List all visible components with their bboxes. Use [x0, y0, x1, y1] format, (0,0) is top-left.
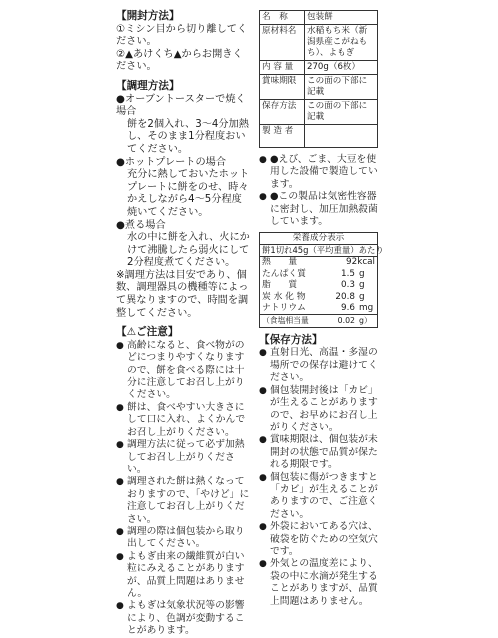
nutrition-row: [260, 269, 377, 280]
storage-item: ● 外袋においてある穴は、破袋を防ぐための空気穴です。: [259, 521, 378, 558]
caution-title: 【⚠ご注意】: [116, 326, 179, 339]
storage-item: ● 個包装に傷がつきますと「カビ」が生えることがありますので、ご注意ください。: [259, 472, 378, 522]
spec-key: 原材料名: [260, 25, 305, 61]
spec-row: [260, 125, 378, 148]
nutrient-value: 20.8: [335, 291, 355, 302]
nutrient-unit: mg: [359, 303, 374, 314]
caution-item: ● 高齢になると、食べ物がのどにつまりやすくなりますので、餅を食べる際には十分に注意してお召し上がりください。: [116, 340, 251, 402]
spec-key: 賞味期限: [260, 75, 305, 100]
nutrient-name: 熱 量: [262, 257, 298, 268]
nutrient-name: ナトリウム: [262, 303, 306, 314]
right-column: [259, 10, 384, 608]
spec-key: 内 容 量: [260, 61, 305, 75]
nutrient-value: 0.3: [341, 280, 355, 291]
caution-item: ● 餅は、食べやすい大きさにして口に入れ、よくかんでお召し上がりください。: [116, 402, 251, 439]
spec-row: [260, 25, 378, 61]
spec-key: 名 称: [260, 11, 305, 25]
spec-row: [260, 75, 378, 100]
nutrition-title: 栄養成分表示: [260, 233, 377, 245]
boil-body: 水の中に餅を入れ、火にかけて沸騰したら弱火にして2分程度煮てください。: [127, 232, 250, 269]
nutrient-name: （食塩相当量: [260, 315, 326, 327]
spec-value: この面の下部に記載: [305, 75, 378, 100]
spec-value: この面の下部に記載: [305, 100, 378, 125]
allergy-note: ● ●えび、ごま、大豆を使用した設備で製造しています。: [259, 154, 378, 191]
hotplate-body: 充分に熱しておいたホットプレートに餅をのせ、時々かえしながら4〜5分程度焼いてください。: [127, 169, 250, 218]
opening-step-2: ②▲あけくち▲からお開きください。: [116, 48, 243, 73]
sterilization-note: ● ●この製品は気密性容器に密封し、加圧加熱殺菌しています。: [259, 191, 378, 228]
spec-row: [260, 11, 378, 25]
nutrition-row: [260, 315, 377, 327]
spec-value: 水稲もち米（新潟県産こがねもち）、よもぎ: [305, 25, 378, 61]
nutrient-value: 0.02: [326, 315, 357, 327]
hotplate-title: ●ホットプレートの場合: [116, 156, 227, 168]
storage-title: 【保存方法】: [259, 333, 323, 346]
opening-step-1: ①ミシン目から切り離してください。: [116, 23, 248, 48]
caution-item: ● よもぎ由来の繊維質が白い粒にみえることがありますが、品質上問題はありません。: [116, 551, 251, 601]
nutrient-name: 炭 水 化 物: [262, 291, 306, 302]
cooking-title: 【調理方法】: [116, 79, 180, 92]
nutrient-unit: g: [359, 291, 365, 302]
toaster-title: ●オーブントースターで焼く場合: [116, 93, 246, 118]
caution-item: ● よもぎは気象状況等の影響により、色調が変動することがあります。: [116, 600, 251, 637]
nutrient-name: たんぱく質: [262, 268, 306, 279]
spec-value: [305, 125, 378, 148]
spec-value: 270g（6枚）: [305, 61, 378, 75]
nutrient-value: 9.6: [341, 303, 355, 314]
nutrient-value: 92kcal: [346, 257, 375, 268]
caution-item: ● 調理の際は個包装から取り出してください。: [116, 526, 251, 551]
caution-item: ● 調理方法に従って必ず加熱してお召し上がりください。: [116, 439, 251, 476]
nutrient-unit: g: [359, 280, 365, 291]
spec-row: [260, 100, 378, 125]
spec-key: 保存方法: [260, 100, 305, 125]
nutrition-row: [260, 257, 377, 268]
caution-item: ● 調理された餅は熱くなっておりますので、「やけど」に注意してお召し上がりください。: [116, 476, 251, 526]
nutrition-row: [260, 303, 377, 315]
nutrition-row: [260, 292, 377, 303]
cooking-note: ※調理方法は目安であり、個数、調理器具の機種等によって異なりますので、時間を調整してください。: [116, 269, 249, 319]
nutrition-row: [260, 280, 377, 291]
left-column: [116, 10, 251, 638]
nutrition-table: [259, 232, 384, 327]
nutrient-value: 1.5: [341, 268, 355, 279]
toaster-body: 餅を2個入れ、3〜4分加熱し、そのまま1分程度おいてください。: [127, 118, 249, 155]
storage-item: ● 個包装開封後は「カビ」が生えることがありますので、お早めにお召し上がりください。: [259, 385, 378, 435]
nutrient-unit: g）: [357, 315, 377, 327]
spec-value: 包装餅: [305, 11, 378, 25]
boil-title: ●煮る場合: [116, 219, 166, 231]
product-spec-table: [259, 10, 378, 148]
nutrition-serving: 餅1切れ45g（平均重量）あたり: [262, 245, 384, 256]
storage-item: ● 直射日光、高温・多湿の場所での保存は避けてください。: [259, 347, 378, 384]
spec-key: 製 造 者: [260, 125, 305, 148]
storage-item: ● 外気との温度差により、袋の中に水滴が発生することがありますが、品質上問題はありません。: [259, 558, 378, 608]
spec-row: [260, 61, 378, 75]
nutrient-name: 脂 質: [262, 280, 298, 291]
opening-title: 【開封方法】: [116, 10, 180, 22]
storage-item: ● 賞味期限は、個包装が未開封の状態で品質が保たれる期限です。: [259, 434, 378, 471]
nutrient-unit: g: [359, 268, 365, 279]
